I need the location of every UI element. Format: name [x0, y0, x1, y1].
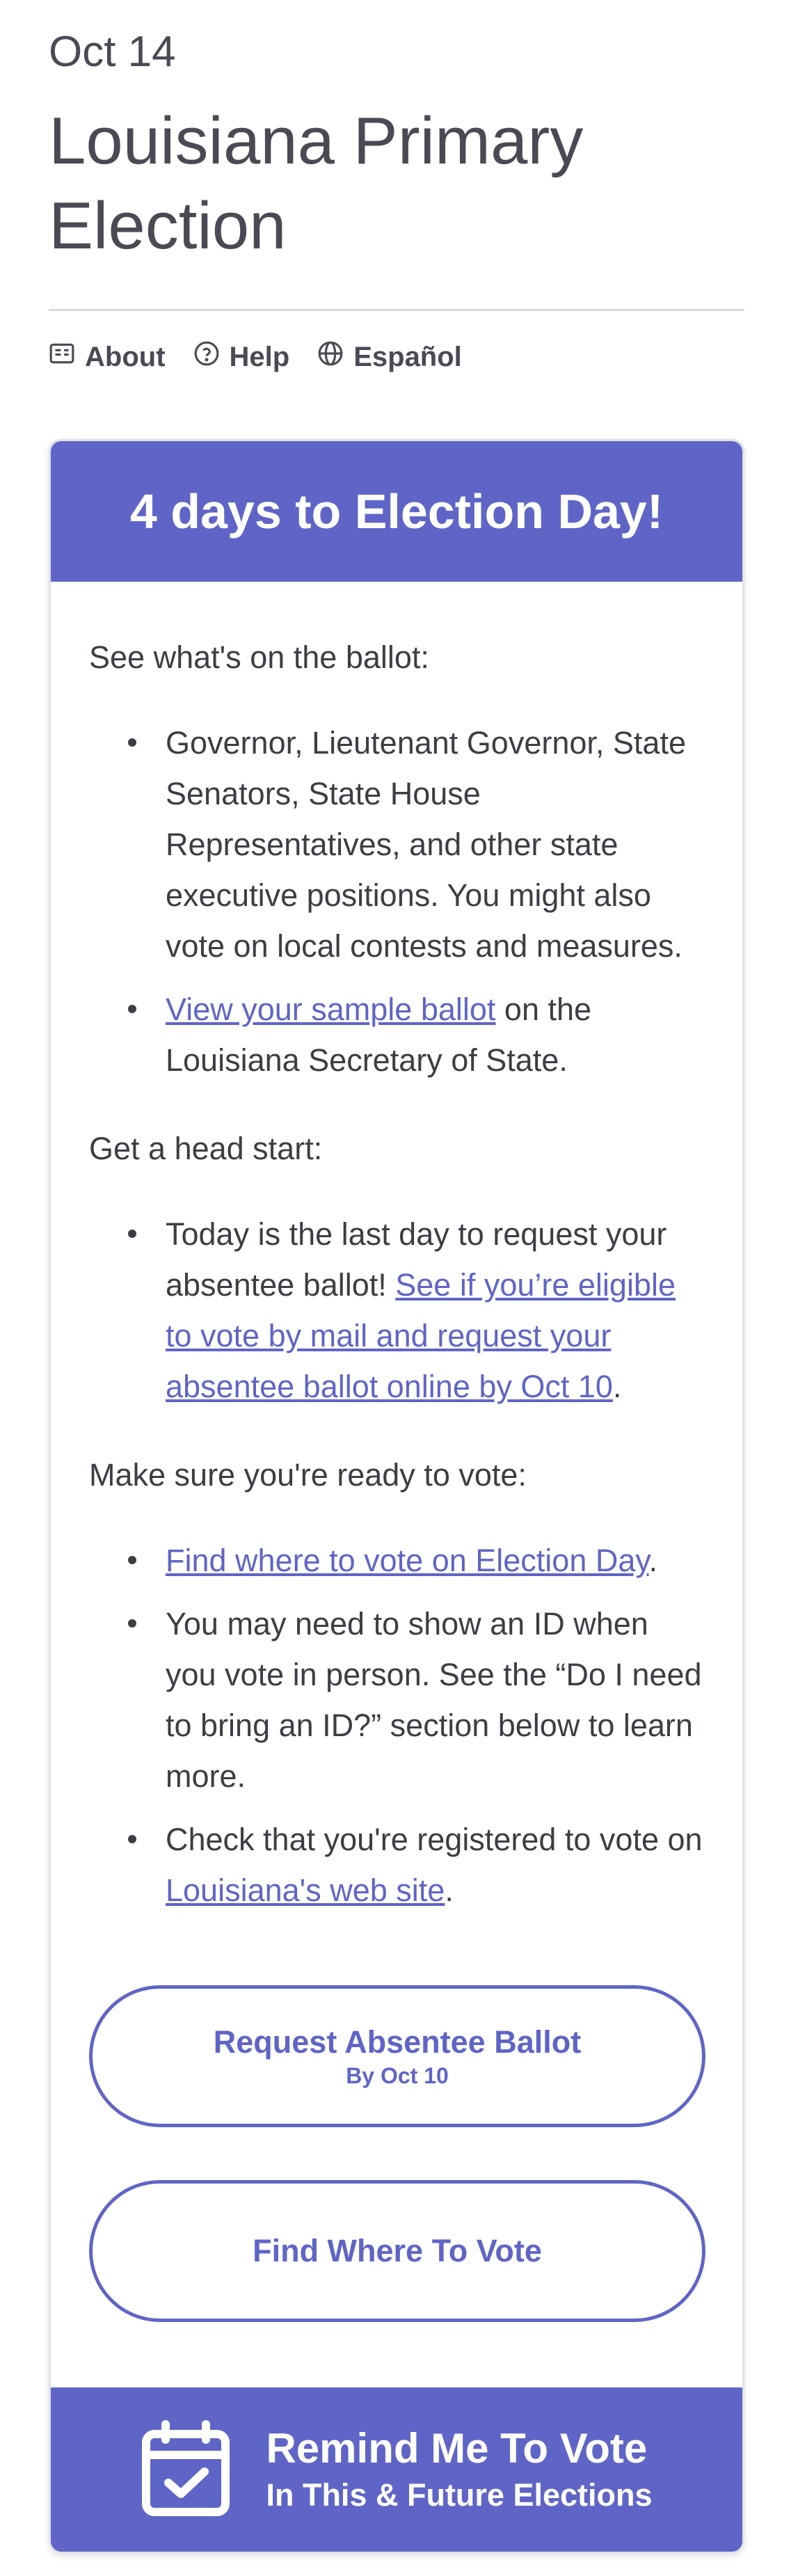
headstart-section-label: Get a head start: — [89, 1131, 323, 1167]
headstart-list — [89, 1209, 704, 1412]
headstart-item-text: Today is the last day to request your absentee ballot! — [166, 1216, 667, 1303]
button-spacer — [89, 2127, 704, 2180]
espanol-link[interactable] — [317, 340, 462, 374]
request-absentee-label: Request Absentee Ballot — [213, 2024, 582, 2060]
globe-icon — [317, 340, 344, 374]
ballot-section-label: See what's on the ballot: — [89, 639, 429, 676]
ballot-list — [89, 717, 704, 1086]
about-link[interactable] — [49, 340, 166, 374]
find-polling-place-link[interactable]: Find where to vote on Election Day — [166, 1543, 649, 1579]
page-title: Louisiana Primary Election — [49, 104, 584, 264]
question-circle-icon — [193, 340, 220, 374]
absentee-eligibility-link[interactable]: See if you’re eligible to vote by mail and request your absentee ballot online by Oct 10 — [166, 1267, 676, 1405]
calendar-check-icon — [141, 2419, 231, 2521]
find-where-to-vote-label: Find Where To Vote — [253, 2233, 542, 2269]
help-link[interactable] — [193, 340, 290, 374]
ballot-item-text: Governor, Lieutenant Governor, State Senators, State House Representatives, and other state executive positions. You might also vote on local contests and measures. — [166, 725, 686, 964]
find-where-to-vote-button[interactable] — [89, 2180, 705, 2322]
remind-text — [266, 2423, 652, 2516]
ready-item-end: . — [445, 1873, 454, 1909]
remind-subtitle: In This & Future Elections — [266, 2477, 653, 2513]
espanol-label: Español — [353, 341, 462, 372]
remind-me-button[interactable] — [51, 2387, 742, 2552]
request-absentee-deadline: By Oct 10 — [346, 2063, 449, 2089]
ready-list — [89, 1535, 704, 1916]
sample-ballot-link[interactable]: View your sample ballot — [166, 992, 496, 1028]
ready-item-text: You may need to show an ID when you vote in person. See the “Do I need to bring an ID?” section below to learn more. — [166, 1606, 702, 1795]
list-item — [89, 1535, 704, 1586]
list-item — [89, 1598, 704, 1802]
id-card-icon — [49, 340, 75, 374]
list-item — [89, 984, 704, 1086]
card-body — [51, 582, 742, 2387]
countdown-header: 4 days to Election Day! — [51, 441, 742, 582]
ready-item-end: . — [648, 1543, 658, 1579]
ballot-item-text: on the Louisiana Secretary of State. — [166, 992, 592, 1079]
list-item — [89, 1814, 704, 1916]
ready-item-text: Check that you're registered to vote on — [166, 1822, 703, 1858]
state-website-link[interactable]: Louisiana's web site — [166, 1873, 445, 1909]
request-absentee-button[interactable] — [89, 1985, 705, 2127]
list-item — [89, 717, 704, 971]
about-label: About — [85, 341, 166, 372]
election-date: Oct 14 — [49, 28, 176, 76]
help-label: Help — [229, 341, 290, 372]
info-nav — [49, 337, 749, 376]
election-card — [49, 439, 744, 2554]
list-item — [89, 1209, 704, 1412]
divider — [49, 309, 744, 311]
ready-section-label: Make sure you're ready to vote: — [89, 1457, 527, 1493]
headstart-item-end: . — [612, 1369, 622, 1405]
remind-title: Remind Me To Vote — [266, 2425, 648, 2472]
